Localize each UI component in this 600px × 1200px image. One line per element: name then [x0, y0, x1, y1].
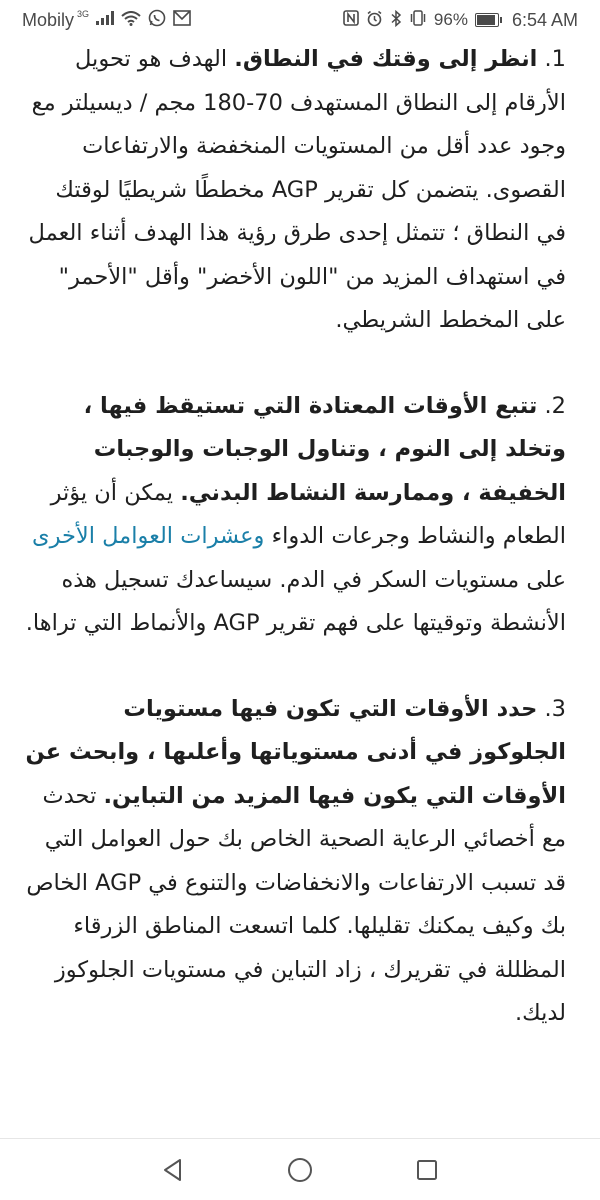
whatsapp-icon [148, 9, 166, 31]
network-type: 3G [77, 9, 90, 19]
carrier-name: Mobily [22, 9, 75, 30]
status-bar-left [22, 9, 191, 31]
battery-fill [477, 15, 495, 25]
status-bar-right [343, 10, 578, 31]
signal-icon [96, 11, 114, 29]
item-heading: انظر إلى وقتك في النطاق. [234, 46, 538, 72]
alarm-icon [366, 10, 383, 31]
mail-icon [173, 10, 191, 30]
square-recents-icon [416, 1159, 438, 1181]
other-factors-link[interactable]: وعشرات العوامل الأخرى [31, 523, 265, 549]
circle-home-icon [287, 1157, 313, 1183]
nfc-icon [343, 10, 359, 30]
item-number: 3. [544, 695, 566, 722]
list-item-1 [22, 38, 566, 343]
status-bar [0, 0, 600, 40]
navigation-bar [0, 1138, 600, 1200]
battery-icon [475, 13, 499, 27]
article-body [0, 38, 600, 1138]
home-button[interactable] [285, 1155, 315, 1185]
bluetooth-icon [390, 10, 402, 31]
triangle-back-icon [162, 1158, 184, 1182]
clock: 6:54 AM [511, 9, 578, 30]
item-text: على مستويات السكر في الدم. سيساعدك تسجيل هذه الأنشطة وتوقيتها على فهم تقرير AGP والأنماط التي تراها. [25, 566, 566, 636]
battery-percent: 96% [433, 10, 468, 29]
item-heading: تتبع الأوقات المعتادة التي تستيقظ فيها ، وتخلد إلى النوم ، وتناول الوجبات والوجبات الخفيفة ، وممارسة النشاط البدني. [83, 392, 566, 506]
item-text: الهدف هو تحويل الأرقام إلى النطاق المستهدف 70-180 مجم / ديسيلتر مع وجود عدد أقل من المستويات المنخفضة والارتفاعات القصوى. يتضمن كل تقرير AGP مخططًا شريطيًا لوقتك في النطاق ؛ تتمثل إحدى طرق رؤية هذا الهدف أثناء العمل في استهداف المزيد من "اللون الأخضر" وأقل "الأحمر" على المخطط الشريطي. [28, 46, 566, 333]
wifi-icon [121, 11, 141, 30]
item-text: يمكن أن يؤثر الطعام والنشاط وجرعات الدواء [50, 479, 566, 549]
recents-button[interactable] [412, 1155, 442, 1185]
item-number: 1. [544, 46, 566, 72]
item-heading: حدد الأوقات التي تكون فيها مستويات الجلوكوز في أدنى مستوياتها وأعلىها ، وابحث عن الأوقات التي يكون فيها المزيد من التباين. [25, 695, 566, 809]
back-button[interactable] [158, 1155, 188, 1185]
list-item-2 [22, 385, 566, 646]
item-number: 2. [544, 392, 566, 419]
list-item-3 [22, 688, 566, 1036]
item-text: تحدث مع أخصائي الرعاية الصحية الخاص بك حول العوامل التي قد تسبب الارتفاعات والانخفاضات والتنوع في AGP الخاص بك وكيف يمكنك تقليلها. كلما اتسعت المناطق الزرقاء المظللة في تقريرك ، زاد التباين في مستويات الجلوكوز لديك. [26, 782, 566, 1026]
vibrate-icon [409, 10, 427, 30]
